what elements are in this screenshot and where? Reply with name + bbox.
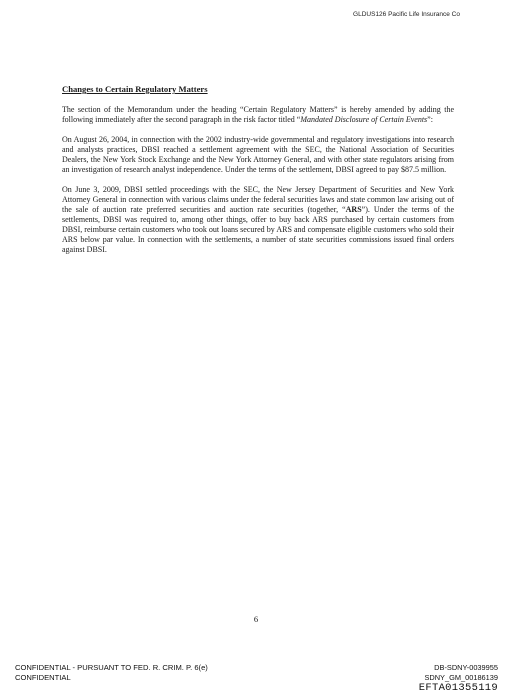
bates-efta: EFTA01355119 — [418, 682, 498, 694]
confidentiality-footer — [15, 663, 208, 683]
section-heading: Changes to Certain Regulatory Matters — [62, 84, 208, 94]
settlement-2009-text-end: ”). Under the terms of the settlements, DBSI was required to, among other things, offer to buy back ARS purchased by certain customers from DBSI, reimburse certain customers who took out loans secured by ARS and compensate eligible customers who sold their ARS below par value. In connection with the settlements, a number of state securities commissions issued final orders against DBSI. — [62, 205, 454, 254]
confidentiality-notice: CONFIDENTIAL - PURSUANT TO FED. R. CRIM. P. 6(e) — [15, 663, 208, 672]
bates-db-sdny: DB-SDNY-0039955 — [434, 663, 498, 672]
settlement-2004-paragraph: On August 26, 2004, in connection with the 2002 industry-wide governmental and regulatory investigations into research and analysts practices, DBSI reached a settlement agreement with the SEC, the National Association of Securities Dealers, the New York Stock Exchange and the New York Attorney General, and with other state regulators arising from an investigation of research analyst independence. Under the terms of the settlement, DBSI agreed to pay $87.5 million. — [62, 135, 454, 174]
settlement-2009-text-start: On June 3, 2009, DBSI settled proceedings with the SEC, the New Jersey Department of Securities and New York Attorney General in connection with various claims under the federal securities laws and state common law arising out of the sale of auction rate preferred securities and auction rate securities (together, “ — [62, 185, 454, 214]
document-reference: GLDUS126 Pacific Life Insurance Co — [353, 11, 460, 18]
risk-factor-title: Mandated Disclosure of Certain Events — [300, 115, 428, 124]
bates-sdny-gm: SDNY_GM_00186139 — [424, 672, 498, 682]
ars-defined-term: ARS — [345, 205, 362, 214]
document-body — [62, 84, 454, 265]
intro-text-end: ”: — [427, 115, 433, 124]
intro-text-start: The section of the Memorandum under the heading “Certain Regulatory Matters” is hereby amended by adding the following immediately after the second paragraph in the risk factor titled “ — [62, 105, 454, 124]
confidential-label: CONFIDENTIAL — [15, 673, 71, 682]
intro-paragraph — [62, 105, 454, 125]
bates-numbers — [419, 663, 498, 694]
page-number: 6 — [253, 614, 259, 624]
settlement-2009-paragraph — [62, 185, 454, 255]
